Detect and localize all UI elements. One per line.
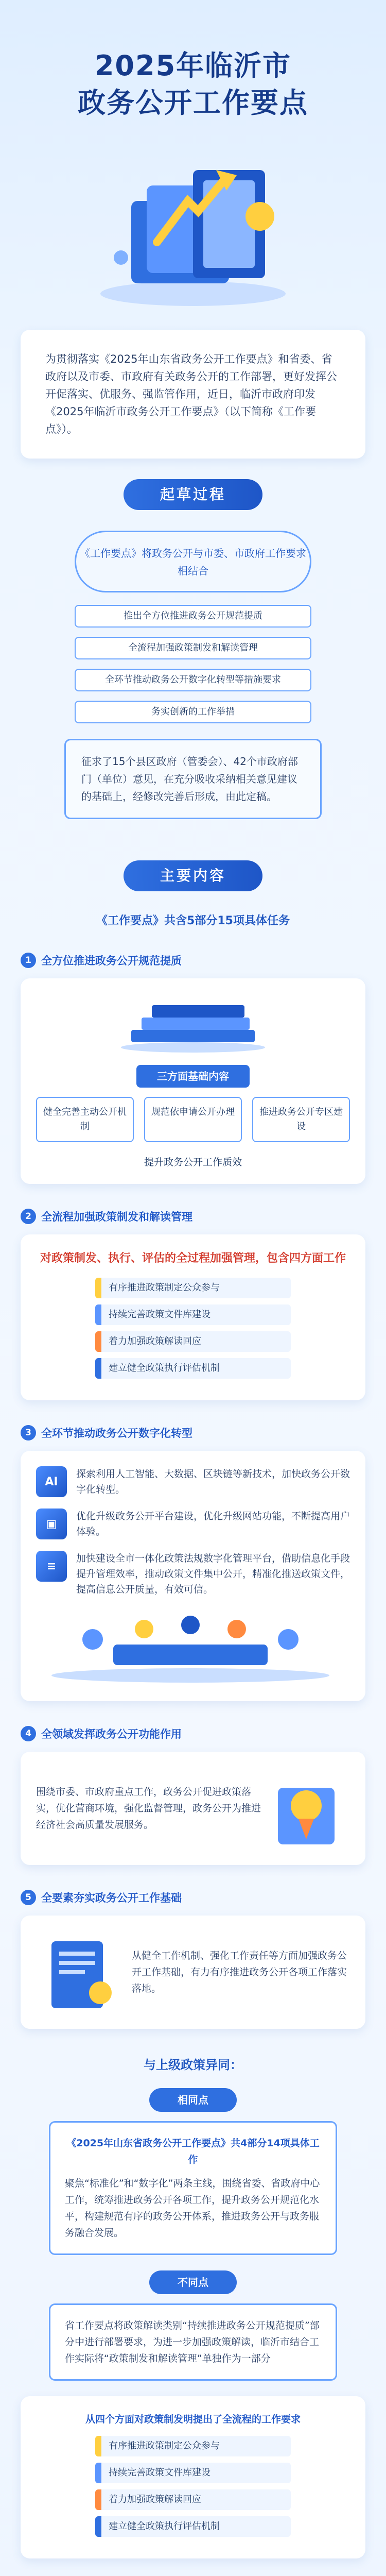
origin-ribbon: 起草过程 [124,479,262,510]
award-illustration [262,1767,350,1850]
section-4-body [21,1752,365,1865]
section-2-item-label: 建立健全政策执行评估机制 [109,1363,220,1374]
section-2-label: 全流程加强政策制发和解读管理 [41,1211,192,1223]
diff-item [95,2463,291,2483]
section-4-title [21,1722,365,1745]
platform-icon: ▣ [36,1509,67,1539]
title-line-2: 政务公开工作要点 [78,87,308,119]
origin-oval: 《工作要点》将政务公开与市委、市政府工作要求相结合 [75,531,311,592]
section-3-feature-text: 优化升级政务公开平台建设，优化升级网站功能，不断提高用户体验。 [76,1511,350,1537]
diff-box [49,2303,337,2381]
section-5-body [21,1916,365,2029]
section-1-item: 规范依申请公开办理 [144,1097,242,1142]
origin-pill: 全流程加强政策制发和解读管理 [75,637,311,659]
same-head: 《2025年山东省政务公开工作要点》共4部分14项具体工作 [66,2138,320,2165]
section-1-box: 三方面基础内容 [136,1065,250,1088]
section-3-feature [36,1551,350,1597]
section-2-item-label: 有序推进政策制定公众参与 [109,1282,220,1293]
page-title [0,47,386,122]
diff-list [95,2436,291,2537]
origin-pill: 推出全方位推进政务公开规范提质 [75,605,311,628]
bullet-icon [95,1358,101,1379]
same-box [49,2121,337,2255]
section-2-red-title: 对政策制发、执行、评估的全过程加强管理，包含四方面工作 [40,1252,346,1265]
hero-illustration [90,139,296,309]
section-2-list [95,1278,291,1379]
bullet-icon [95,1304,101,1325]
section-1-item: 健全完善主动公开机制 [36,1097,134,1142]
origin-note: 征求了15个县区政府（管委会）、42个市政府部门（单位）意见，在充分吸收采纳相关意见建议的基础上，经修改完善后形成，由此定稿。 [64,739,322,819]
section-3-body [21,1451,365,1701]
section-4-label: 全领域发挥政务公开功能作用 [41,1728,182,1740]
diff-item [95,2489,291,2510]
section-1-body [21,978,365,1184]
bullet-icon [95,2489,101,2510]
section-1-bottom: 提升政务公开工作质效 [144,1157,242,1168]
section-2-item-label: 着力加强政策解读回应 [109,1336,201,1347]
section-2-item [95,1358,291,1379]
bullet-icon [95,2436,101,2456]
section-5-label: 全要素夯实政务公开工作基础 [41,1892,182,1904]
section-5-title [21,1886,365,1909]
bullet-icon [95,2516,101,2537]
section-2-body [21,1234,365,1400]
origin-pill: 全环节推动政务公开数字化转型等措施要求 [75,669,311,691]
section-number: 3 [21,1425,36,1440]
database-icon: ≡ [36,1551,67,1582]
diff-tag: 不同点 [149,2270,237,2294]
origin-section [0,510,386,840]
diff-item [95,2516,291,2537]
title-line-1: 2025年临沂市 [94,49,292,82]
section-3-label: 全环节推动政务公开数字化转型 [41,1427,192,1439]
diff-text: 省工作要点将政策解读类别“持续推进政务公开规范提质”部分中进行部署要求，为进一步加强政策解读，临沂市结合工作实际将“政策制发和解读管理”单独作为一部分 [65,2320,320,2364]
ai-icon: AI [36,1466,67,1497]
diff-sub: 从四个方面对政策制发明提出了全流程的工作要求 [85,2414,301,2425]
section-2-title [21,1205,365,1228]
section-number: 2 [21,1209,36,1224]
diff-item-label: 着力加强政策解读回应 [109,2494,201,2505]
section-2-item-label: 持续完善政策文件库建设 [109,1309,210,1320]
bullet-icon [95,2463,101,2483]
section-1-item: 推进政务公开专区建设 [252,1097,350,1142]
origin-pill: 务实创新的工作举措 [75,701,311,723]
main-subtitle: 《工作要点》共含5部分15项具体任务 [96,914,290,927]
section-2-item [95,1331,291,1352]
section-3-title [21,1421,365,1445]
section-3-feature [36,1466,350,1497]
same-text: 聚焦“标准化”和“数字化”两条主线，围绕省委、省政府中心工作，统筹推进政务公开各项工作，提升政务公开规范化水平，构建规范有序的政务公开体系，推进政务公开与政务服务融合发展。 [65,2178,320,2239]
section-3-feature [36,1509,350,1539]
intro-card [21,330,365,459]
main-ribbon: 主要内容 [124,860,262,891]
diff-item [95,2436,291,2456]
section-2-item [95,1278,291,1298]
diff-item-label: 建立健全政策执行评估机制 [109,2521,220,2532]
section-1-items [36,1097,350,1142]
section-1-title [21,948,365,972]
section-5-text: 从健全工作机制、强化工作责任等方面加强政务公开工作基础，有力有序推进政务公开各项工作落实落地。 [132,1950,347,1994]
bullet-icon [95,1278,101,1298]
section-4-text: 围绕市委、市政府重点工作，政务公开促进政策落实，优化营商环境，强化监督管理，政务公开为推进经济社会高质量发展服务。 [36,1786,261,1831]
diff-item-label: 有序推进政策制定公众参与 [109,2441,220,2451]
bullet-icon [95,1331,101,1352]
origin-pill-list [75,605,311,723]
meeting-illustration [36,1608,345,1686]
same-tag: 相同点 [149,2088,237,2112]
section-3-feature-text: 加快建设全市一体化政策法规数字化管理平台，借助信息化手段提升管理效率，推动政策文件集中公开，精准化推送政策文件，提高信息公开质量，有效可信。 [76,1553,350,1595]
books-illustration [116,994,270,1056]
section-3-feature-text: 探索利用人工智能、大数据、区块链等新技术，加快政务公开数字化转型。 [76,1468,350,1495]
compare-title: 与上级政策异同： [144,2058,242,2072]
section-number: 5 [21,1890,36,1905]
hero [0,0,386,330]
diff-list-card [21,2396,365,2558]
document-illustration [36,1931,124,2013]
section-2-item [95,1304,291,1325]
section-number: 4 [21,1726,36,1741]
diff-item-label: 持续完善政策文件库建设 [109,2467,210,2478]
section-number: 1 [21,953,36,968]
intro-text: 为贯彻落实《2025年山东省政务公开工作要点》和省委、省政府以及市委、市政府有关政务公开的工作部署，更好发挥公开促落实、优服务、强监管作用，近日，临沂市政府印发《2025年临沂市政务公开工作要点》（以下简称《工作要点》）。 [45,353,337,435]
section-1-label: 全方位推进政务公开规范提质 [41,955,182,967]
